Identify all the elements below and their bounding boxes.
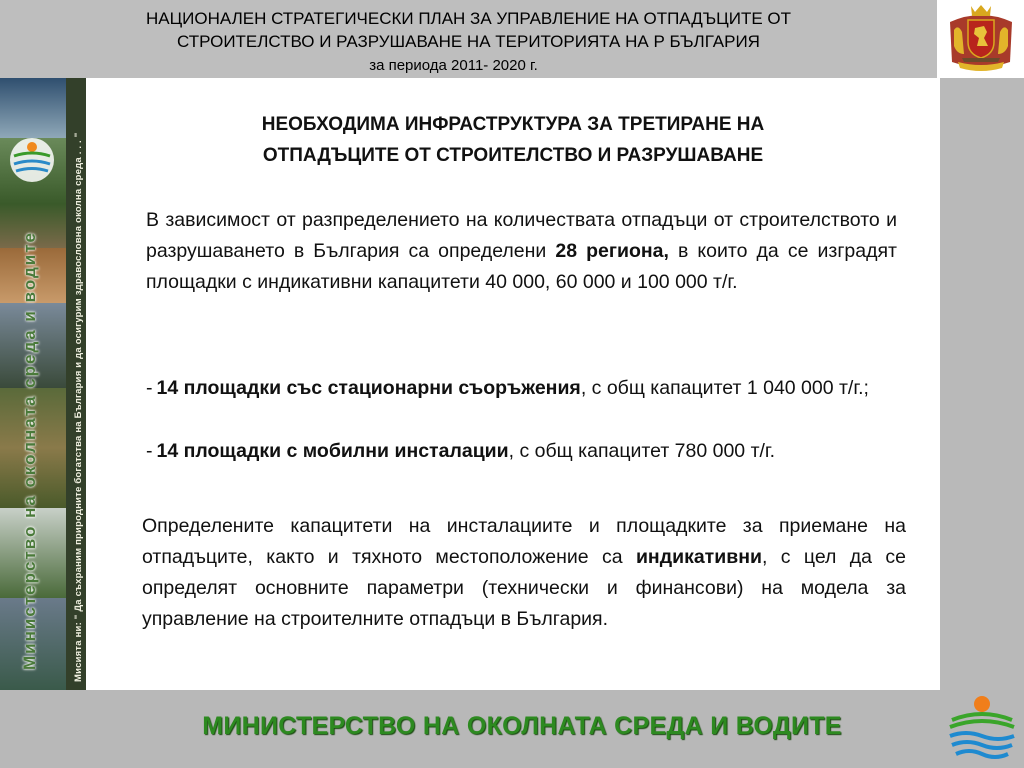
coat-of-arms-box (937, 0, 1024, 78)
header-title-line-1: НАЦИОНАЛЕН СТРАТЕГИЧЕСКИ ПЛАН ЗА УПРАВЛЕНИЕ НА ОТПАДЪЦИТЕ ОТ (145, 9, 792, 28)
bullet-dash: - (146, 377, 153, 399)
indicative-word: индикативни (635, 546, 762, 568)
strip-logo-icon (8, 136, 56, 184)
bullet-mobile-text: , с общ капацитет 780 000 т/г. (508, 440, 776, 462)
vertical-ministry-name: Министерство на околната среда и водите (20, 230, 39, 670)
conclusion-text-end: , с цел да се определят основните параметри (технически и финансови) на модела за управление на строителните отпадъци в България. (142, 546, 906, 630)
slide-title-line-1: НЕОБХОДИМА ИНФРАСТРУКТУРА ЗА ТРЕТИРАНЕ НА (261, 114, 765, 135)
intro-paragraph (146, 205, 897, 298)
slide-title-line-2: ОТПАДЪЦИТЕ ОТ СТРОИТЕЛСТВО И РАЗРУШАВАНЕ (262, 145, 764, 166)
coat-of-arms-icon (944, 2, 1018, 76)
bullet-stationary-bold: 14 площадки със стационарни съоръжения (156, 377, 581, 399)
ministry-motto: Мисията ни: " Да съхраним природните богатства на България и да осигурим здравословна околна среда . . . " (73, 132, 84, 682)
conclusion-paragraph (142, 511, 906, 635)
bullet-mobile (146, 436, 897, 467)
regions-count: 28 региона, (555, 240, 669, 262)
motto-column (66, 78, 86, 690)
ministry-logo-icon (944, 690, 1020, 766)
intro-text-start: В зависимост от разпределението на количествата отпадъци от строителството и разрушаването в България са определени (146, 209, 897, 262)
slide-content (86, 78, 940, 690)
conclusion-text-start: Определените капацитети на инсталациите и площадките за приемане на отпадъците, както и тяхното местоположение са (142, 515, 906, 568)
footer-ministry-name: МИНИСТЕРСТВО НА ОКОЛНАТА СРЕДА И ВОДИТЕ (202, 712, 842, 740)
header-period: за периода 2011- 2020 г. (369, 57, 538, 74)
footer-bar (0, 690, 1024, 768)
header-title-line-2: СТРОИТЕЛСТВО И РАЗРУШАВАНЕ НА ТЕРИТОРИЯТА НА Р БЪЛГАРИЯ (177, 32, 760, 51)
photo-sky (0, 78, 66, 138)
bullet-mobile-bold: 14 площадки с мобилни инсталации (156, 440, 509, 462)
bullet-stationary (146, 373, 897, 404)
header-bar (0, 0, 937, 78)
bullet-stationary-text: , с общ капацитет 1 040 000 т/г.; (580, 377, 869, 399)
left-decorative-strip (0, 78, 86, 690)
bullet-dash: - (146, 440, 153, 462)
intro-text-end: в които да се изградят площадки с индикативни капацитети 40 000, 60 000 и 100 000 т/г. (146, 240, 897, 293)
slide-title (86, 109, 940, 171)
right-gray-bar (940, 78, 1024, 690)
